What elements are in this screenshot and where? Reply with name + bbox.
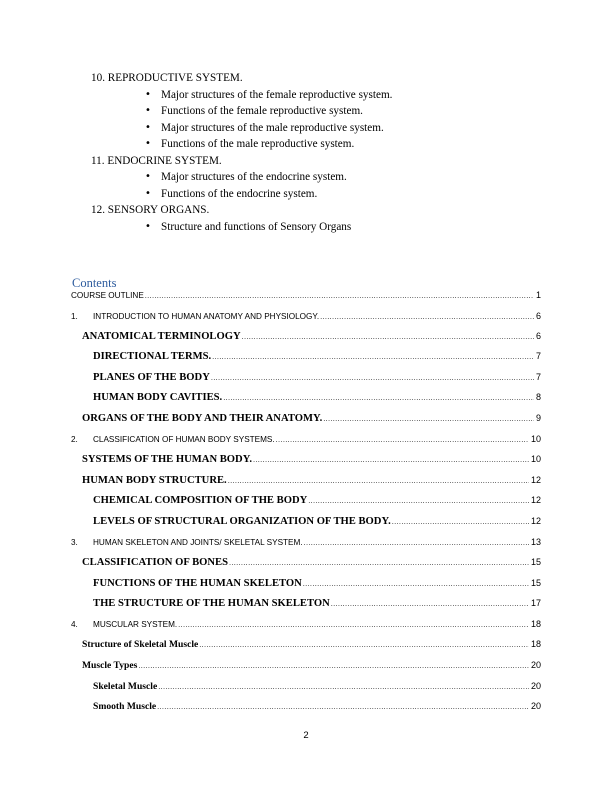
toc-entry-text: SYSTEMS OF THE HUMAN BODY. bbox=[82, 454, 253, 465]
toc-entry-structure-of-the-human-skeleton[interactable] bbox=[71, 598, 541, 609]
toc-dot-leader bbox=[228, 476, 529, 485]
toc-entry-text: CLASSIFICATION OF BONES bbox=[82, 557, 228, 568]
toc-entry-classification-of-bones[interactable] bbox=[71, 557, 541, 568]
toc-entry-text: Smooth Muscle bbox=[93, 701, 157, 712]
toc-page-number: 12 bbox=[530, 516, 541, 526]
toc-entry-text: DIRECTIONAL TERMS. bbox=[93, 351, 212, 362]
toc-entry-structure-of-skeletal-muscle[interactable] bbox=[71, 639, 541, 650]
toc-entry-skeletal-muscle[interactable] bbox=[71, 681, 541, 692]
toc-page-number: 8 bbox=[535, 392, 541, 402]
toc-page-number: 7 bbox=[535, 351, 541, 361]
toc-page-number: 1 bbox=[535, 290, 541, 300]
toc-entry-smooth-muscle[interactable] bbox=[71, 701, 541, 712]
toc-entry-number: 4. bbox=[71, 620, 78, 629]
toc-dot-leader bbox=[229, 558, 529, 567]
toc-dot-leader bbox=[320, 312, 534, 321]
toc-page-number: 15 bbox=[530, 557, 541, 567]
course-outline-list bbox=[91, 70, 561, 235]
toc-dot-leader bbox=[138, 661, 529, 670]
toc-entry-text: THE STRUCTURE OF THE HUMAN SKELETON bbox=[93, 598, 330, 609]
toc-page-number: 13 bbox=[530, 537, 541, 547]
toc-entry-text: FUNCTIONS OF THE HUMAN SKELETON bbox=[93, 578, 302, 589]
toc-page-number: 20 bbox=[530, 660, 541, 670]
toc-entry-text: HUMAN BODY STRUCTURE. bbox=[82, 475, 227, 486]
toc-entry-human-body-structure[interactable] bbox=[71, 475, 541, 486]
toc-dot-leader bbox=[212, 352, 534, 361]
toc-dot-leader bbox=[145, 291, 534, 300]
toc-entry-muscle-types[interactable] bbox=[71, 660, 541, 671]
toc-entry-text: PLANES OF THE BODY bbox=[93, 372, 210, 383]
toc-dot-leader bbox=[276, 435, 529, 444]
toc-dot-leader bbox=[253, 455, 529, 464]
toc-entry-text: CLASSIFICATION OF HUMAN BODY SYSTEMS. bbox=[93, 435, 275, 444]
toc-page-number: 20 bbox=[530, 701, 541, 711]
toc-entry-muscular-system[interactable] bbox=[71, 619, 541, 629]
toc-dot-leader bbox=[242, 332, 534, 341]
toc-page-number: 12 bbox=[530, 495, 541, 505]
toc-dot-leader bbox=[303, 579, 529, 588]
outline-bullet-item: • Structure and functions of Sensory Organs bbox=[91, 219, 561, 236]
outline-bullet-item: • Major structures of the male reproductive system. bbox=[91, 120, 561, 137]
toc-entry-classification-of-body-systems[interactable] bbox=[71, 434, 541, 444]
toc-entry-text: Structure of Skeletal Muscle bbox=[82, 639, 199, 650]
toc-entry-text: HUMAN BODY CAVITIES. bbox=[93, 392, 223, 403]
toc-entry-human-skeleton-and-joints[interactable] bbox=[71, 537, 541, 547]
outline-bullet-item: • Functions of the male reproductive system. bbox=[91, 136, 561, 153]
toc-page-number: 6 bbox=[535, 331, 541, 341]
toc-page-number: 9 bbox=[535, 413, 541, 423]
toc-entry-levels-of-structural-organization[interactable] bbox=[71, 516, 541, 527]
toc-entry-directional-terms[interactable] bbox=[71, 351, 541, 362]
toc-dot-leader bbox=[323, 414, 534, 423]
toc-dot-leader bbox=[158, 682, 529, 691]
toc-entry-course-outline[interactable] bbox=[71, 290, 541, 300]
page-number: 2 bbox=[303, 730, 309, 741]
toc-page-number: 10 bbox=[530, 434, 541, 444]
toc-page-number: 7 bbox=[535, 372, 541, 382]
outline-section-title: 11. ENDOCRINE SYSTEM. bbox=[91, 154, 222, 167]
toc-page-number: 12 bbox=[530, 475, 541, 485]
outline-section-title: 10. REPRODUCTIVE SYSTEM. bbox=[91, 72, 243, 84]
toc-entry-text: HUMAN SKELETON AND JOINTS/ SKELETAL SYSTEM. bbox=[93, 538, 303, 547]
toc-entry-planes-of-the-body[interactable] bbox=[71, 372, 541, 383]
toc-entry-text: Skeletal Muscle bbox=[93, 681, 158, 692]
toc-entry-text: INTRODUCTION TO HUMAN ANATOMY AND PHYSIOLOGY. bbox=[93, 312, 320, 321]
toc-dot-leader bbox=[304, 538, 529, 547]
toc-entry-number: 3. bbox=[71, 538, 78, 547]
outline-bullet-item: • Functions of the female reproductive system. bbox=[91, 103, 561, 120]
toc-entry-text: ORGANS OF THE BODY AND THEIR ANATOMY. bbox=[82, 413, 323, 424]
toc-entry-functions-of-the-human-skeleton[interactable] bbox=[71, 578, 541, 589]
toc-page-number: 6 bbox=[535, 311, 541, 321]
toc-entry-text: COURSE OUTLINE bbox=[71, 291, 144, 300]
toc-dot-leader bbox=[308, 496, 529, 505]
toc-entry-anatomical-terminology[interactable] bbox=[71, 331, 541, 342]
toc-entry-chemical-composition[interactable] bbox=[71, 495, 541, 506]
toc-dot-leader bbox=[331, 599, 529, 608]
outline-bullet-item: • Major structures of the female reproductive system. bbox=[91, 87, 561, 104]
outline-bullet-item: • Major structures of the endocrine system. bbox=[91, 169, 561, 186]
toc-entry-human-body-cavities[interactable] bbox=[71, 392, 541, 403]
toc-entry-text: CHEMICAL COMPOSITION OF THE BODY bbox=[93, 495, 308, 506]
toc-dot-leader bbox=[199, 640, 529, 649]
toc-page-number: 20 bbox=[530, 681, 541, 691]
outline-bullet-item: • Functions of the endocrine system. bbox=[91, 186, 561, 203]
toc-page-number: 10 bbox=[530, 454, 541, 464]
toc-dot-leader bbox=[392, 517, 529, 526]
toc-dot-leader bbox=[178, 620, 529, 629]
toc-entry-text: MUSCULAR SYSTEM. bbox=[93, 620, 178, 629]
toc-entry-text: Muscle Types bbox=[82, 660, 138, 671]
toc-entry-text: LEVELS OF STRUCTURAL ORGANIZATION OF THE BODY. bbox=[93, 516, 391, 527]
toc-entry-introduction[interactable] bbox=[71, 311, 541, 321]
outline-section-title: 12. SENSORY ORGANS. bbox=[91, 204, 210, 216]
toc-entry-organs-of-the-body[interactable] bbox=[71, 413, 541, 424]
toc-dot-leader bbox=[211, 373, 534, 382]
toc-page-number: 15 bbox=[530, 578, 541, 588]
toc-entry-systems-of-the-human-body[interactable] bbox=[71, 454, 541, 465]
toc-heading: Contents bbox=[72, 276, 117, 290]
toc-dot-leader bbox=[223, 393, 534, 402]
toc-entry-text: ANATOMICAL TERMINOLOGY bbox=[82, 331, 241, 342]
toc-dot-leader bbox=[157, 702, 529, 711]
toc-page-number: 18 bbox=[530, 619, 541, 629]
toc-entry-number: 1. bbox=[71, 312, 78, 321]
toc-entry-number: 2. bbox=[71, 435, 78, 444]
toc-page-number: 18 bbox=[530, 639, 541, 649]
toc-page-number: 17 bbox=[530, 598, 541, 608]
